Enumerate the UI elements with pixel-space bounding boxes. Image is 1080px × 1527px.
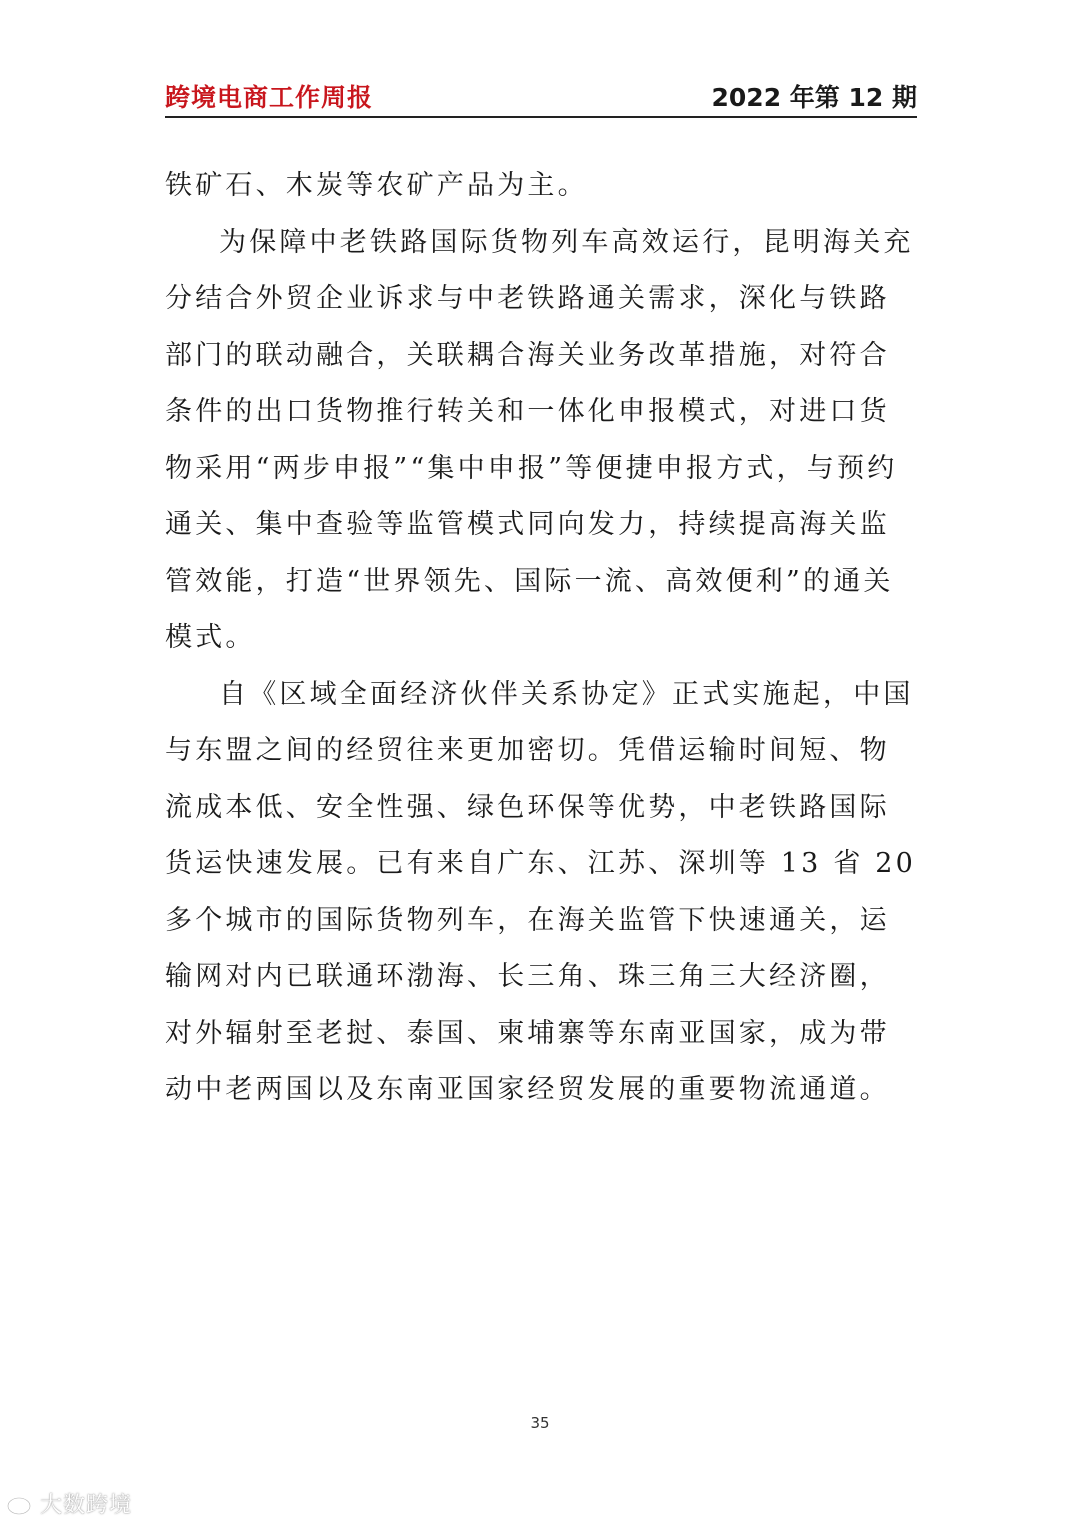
document-body (165, 158, 917, 1119)
publication-title: 跨境电商工作周报 (165, 83, 374, 112)
weibo-logo-icon (6, 1490, 36, 1516)
watermark (6, 1488, 132, 1518)
page-header (165, 70, 917, 118)
page-number: 35 (530, 1414, 550, 1432)
paragraph-customs-measures: 为保障中老铁路国际货物列车高效运行，昆明海关充分结合外贸企业诉求与中老铁路通关需求，深化与铁路部门的联动融合，关联耦合海关业务改革措施，对符合条件的出口货物推行转关和一体化申报模式，对进口货物采用“两步申报”“集中申报”等便捷申报方式，与预约通关、集中查验等监管模式同向发力，持续提高海关监管效能，打造“世界领先、国际一流、高效便利”的通关模式。 (165, 226, 914, 653)
issue-number: 2022 年第 12 期 (711, 83, 917, 112)
continued-paragraph: 铁矿石、木炭等农矿产品为主。 (165, 170, 588, 201)
watermark-text: 大数跨境 (40, 1492, 133, 1518)
paragraph-rcep-freight: 自《区域全面经济伙伴关系协定》正式实施起，中国与东盟之间的经贸往来更加密切。凭借运输时间短、物流成本低、安全性强、绿色环保等优势，中老铁路国际货运快速发展。已有来自广东、江苏、深圳等 13 省 20 多个城市的国际货物列车，在海关监管下快速通关，运输网对内已联通环渤海、长三角、珠三角三大经济圈，对外辐射至老挝、泰国、柬埔寨等东南亚国家，成为带动中老两国以及东南亚国家经贸发展的重要物流通道。 (165, 678, 917, 1105)
